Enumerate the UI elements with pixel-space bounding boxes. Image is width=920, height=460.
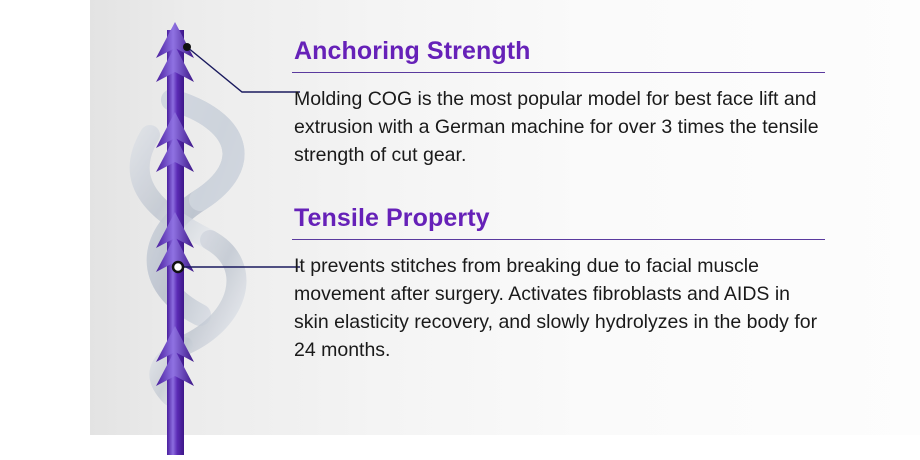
section-tensile-property (290, 203, 850, 364)
section-title: Anchoring Strength (294, 37, 531, 65)
section-divider (292, 239, 825, 240)
section-body: It prevents stitches from breaking due to facial muscle movement after surgery. Activates fibroblasts and AIDS in skin elasticity recovery, and slowly hydrolyzes in the body for 24 months. (294, 255, 818, 361)
text-content (290, 36, 850, 370)
section-divider (292, 72, 825, 73)
section-body: Molding COG is the most popular model for best face lift and extrusion with a German machine for over 3 times the tensile strength of cut gear. (294, 88, 819, 166)
molding-cog-thread-illustration (90, 0, 300, 460)
callout-leader-top (183, 43, 300, 92)
section-title: Tensile Property (294, 204, 490, 232)
section-anchoring-strength (290, 36, 850, 169)
